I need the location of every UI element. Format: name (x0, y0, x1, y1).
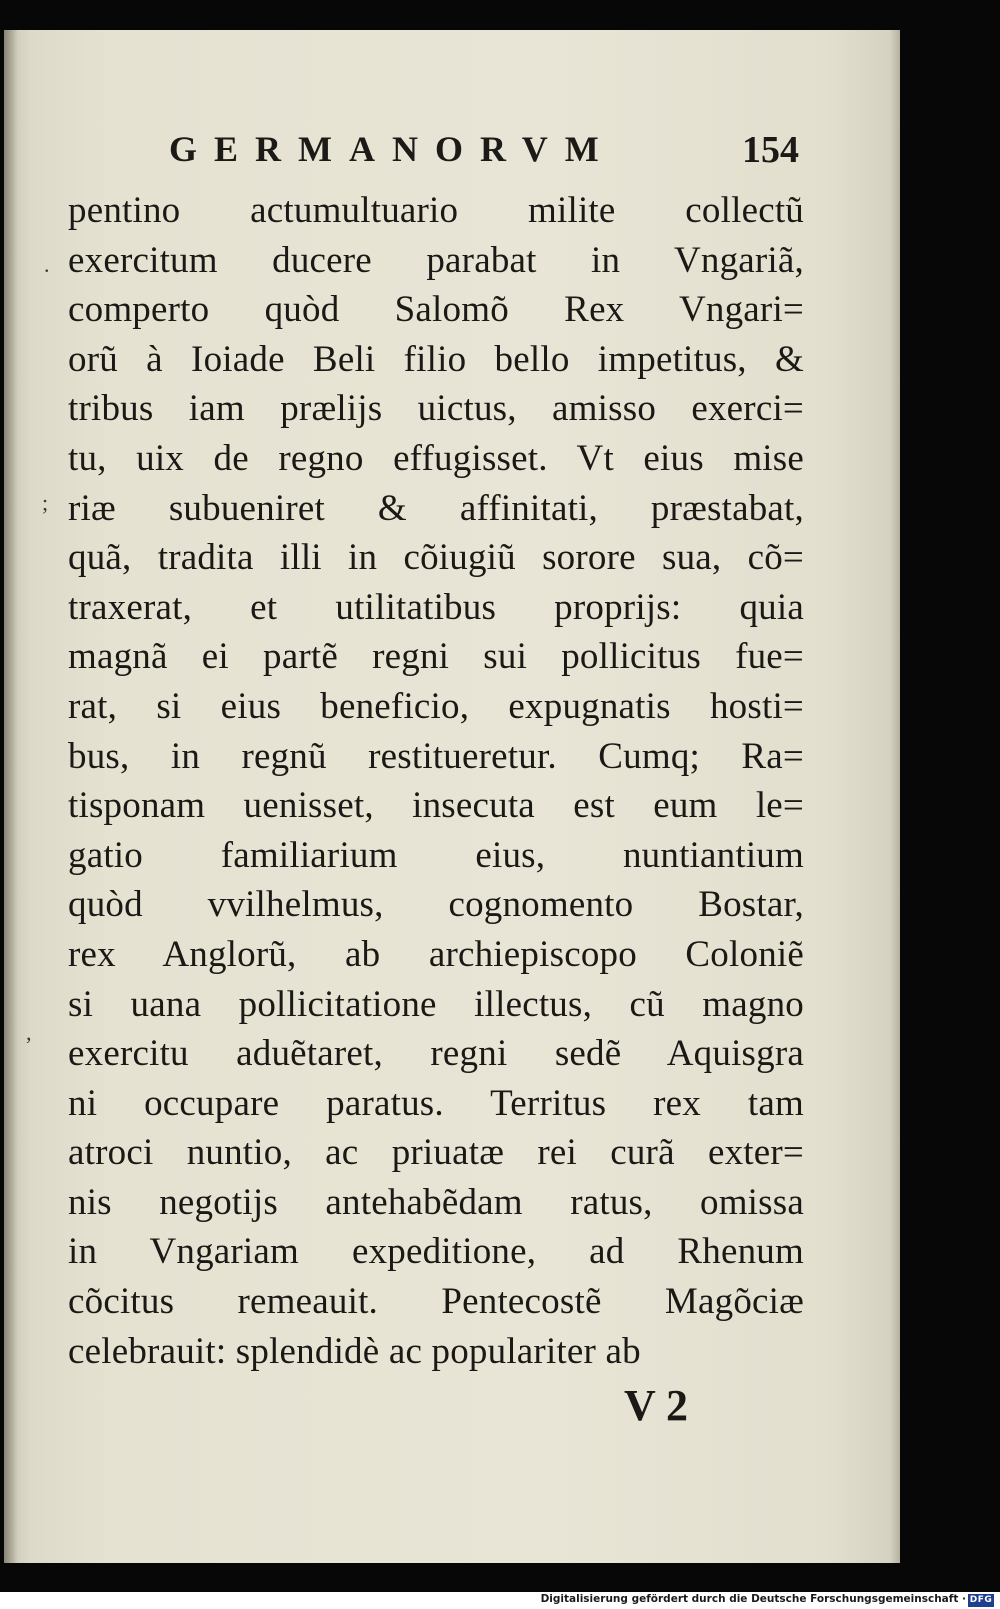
margin-mark: . (44, 252, 50, 277)
digitization-credit: Digitalisierung gefördert durch die Deutsche Forschungsgemeinschaft · (540, 1593, 966, 1605)
text-line: celebrauit: splendidè ac populariter ab (68, 1330, 641, 1372)
text-line: magnã ei partẽ regni sui pollicitus fue= (68, 636, 804, 678)
folio-number: 154 (742, 129, 799, 171)
margin-mark: ; (42, 490, 49, 515)
text-line: in Vngariam expeditione, ad Rhenum (68, 1231, 804, 1273)
margin-mark: , (26, 1020, 32, 1045)
text-line: rex Anglorũ, ab archiepiscopo Coloniẽ (68, 933, 804, 975)
book-page (4, 30, 900, 1563)
text-line: gatio familiarium eius, nuntiantium (68, 834, 804, 876)
page-header (169, 128, 799, 178)
text-line: bus, in regnũ restitueretur. Cumq; Ra= (68, 735, 804, 777)
text-line: comperto quòd Salomõ Rex Vngari= (68, 289, 804, 331)
text-line: riæ subueniret & affinitati, præstabat, (68, 487, 804, 529)
text-line: atroci nuntio, ac priuatæ rei curã exter= (68, 1132, 804, 1174)
text-line: tribus iam prælijs uictus, amisso exerci= (68, 388, 804, 430)
signature-mark: V 2 (624, 1381, 688, 1430)
text-line: orũ à Ioiade Beli filio bello impetitus, & (68, 338, 804, 380)
body-text (68, 186, 804, 1376)
text-line: quã, tradita illi in cõiugiũ sorore sua, cõ= (68, 537, 804, 579)
text-line: quòd vvilhelmus, cognomento Bostar, (68, 884, 804, 926)
text-line: tisponam uenisset, insecuta est eum le= (68, 785, 804, 827)
dfg-logo-icon: DFG (969, 1595, 993, 1605)
text-line: tu, uix de regno effugisset. Vt eius mise (68, 437, 804, 479)
text-line: exercitu aduẽtaret, regni sedẽ Aquisgra (68, 1033, 804, 1075)
text-line: nis negotijs antehabẽdam ratus, omissa (68, 1181, 804, 1223)
text-line: cõcitus remeauit. Pentecostẽ Magõciæ (68, 1281, 804, 1323)
text-line: exercitum ducere parabat in Vngariã, (68, 239, 804, 281)
text-line: pentino actumultuario milite collectũ (68, 190, 804, 231)
running-head: GERMANORVM (169, 129, 616, 169)
text-line: ni occupare paratus. Territus rex tam (68, 1082, 804, 1124)
text-line: rat, si eius beneficio, expugnatis hosti= (68, 685, 804, 727)
text-line: traxerat, et utilitatibus proprijs: quia (68, 586, 804, 628)
text-line: si uana pollicitatione illectus, cũ magno (68, 983, 804, 1025)
